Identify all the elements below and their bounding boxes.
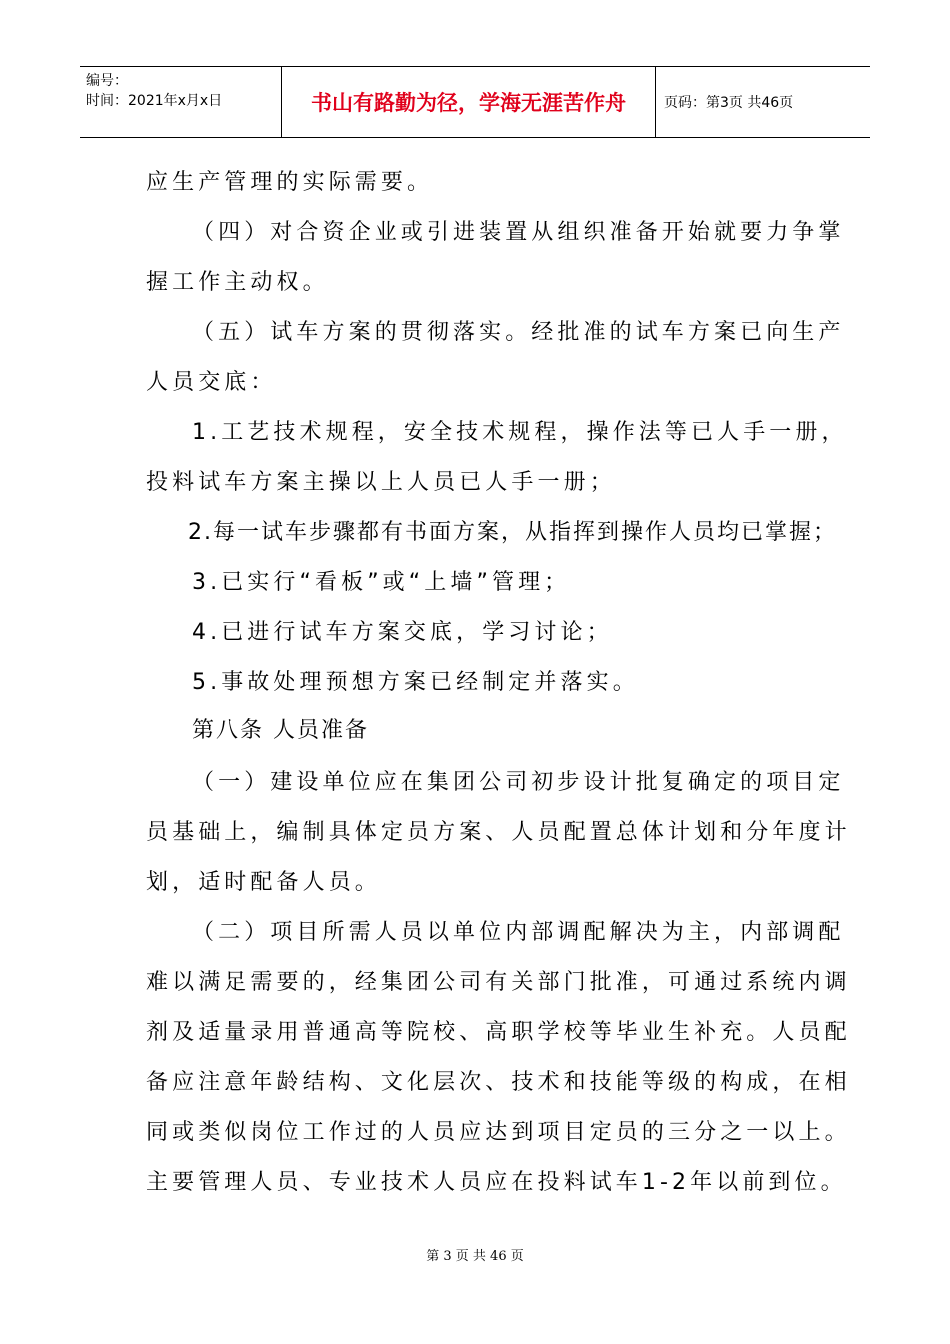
paragraph-line: 划，适时配备人员。 — [146, 870, 381, 895]
paragraph-line: 备应注意年龄结构、文化层次、技术和技能等级的构成，在相 — [146, 1070, 851, 1095]
header-motto: 书山有路勤为径，学海无涯苦作舟 — [311, 91, 626, 115]
page-footer: 第 3 页 共 46 页 — [426, 1249, 524, 1264]
paragraph-line: 2.每一试车步骤都有书面方案，从指挥到操作人员均已掌握； — [188, 520, 837, 545]
paragraph-line: 主要管理人员、专业技术人员应在投料试车1-2年以前到位。 — [146, 1170, 847, 1195]
doc-code-label: 编号： — [86, 73, 128, 89]
paragraph-line: 1.工艺技术规程，安全技术规程，操作法等已人手一册， — [192, 420, 848, 445]
paragraph-line: 剂及适量录用普通高等院校、高职学校等毕业生补充。人员配 — [146, 1020, 851, 1045]
header-page-info: 页码：第3页 共46页 — [664, 95, 794, 111]
paragraph-line: 握工作主动权。 — [146, 270, 329, 295]
paragraph-line: （二）项目所需人员以单位内部调配解决为主，内部调配 — [192, 920, 845, 945]
paragraph-line: （一）建设单位应在集团公司初步设计批复确定的项目定 — [192, 770, 845, 795]
paragraph-line: 员基础上，编制具体定员方案、人员配置总体计划和分年度计 — [146, 820, 851, 845]
page-header — [80, 66, 870, 138]
paragraph-line: 5.事故处理预想方案已经制定并落实。 — [192, 670, 639, 695]
paragraph-line: 难以满足需要的，经集团公司有关部门批准，可通过系统内调 — [146, 970, 851, 995]
paragraph-line: （五）试车方案的贯彻落实。经批准的试车方案已向生产 — [192, 320, 845, 345]
paragraph-line: 投料试车方案主操以上人员已人手一册； — [146, 470, 616, 495]
paragraph-line: 3.已实行“看板”或“上墙”管理； — [192, 570, 571, 595]
header-divider — [655, 67, 656, 137]
paragraph-line: 应生产管理的实际需要。 — [146, 170, 434, 195]
header-meta — [86, 71, 222, 111]
doc-time-label: 时间：2021年x月x日 — [86, 93, 223, 109]
paragraph-line: 同或类似岗位工作过的人员应达到项目定员的三分之一以上。 — [146, 1120, 851, 1145]
paragraph-line: （四）对合资企业或引进装置从组织准备开始就要力争掌 — [192, 220, 845, 245]
article-heading: 第八条 人员准备 — [192, 718, 369, 743]
paragraph-line: 人员交底： — [146, 370, 277, 395]
paragraph-line: 4.已进行试车方案交底，学习讨论； — [192, 620, 613, 645]
